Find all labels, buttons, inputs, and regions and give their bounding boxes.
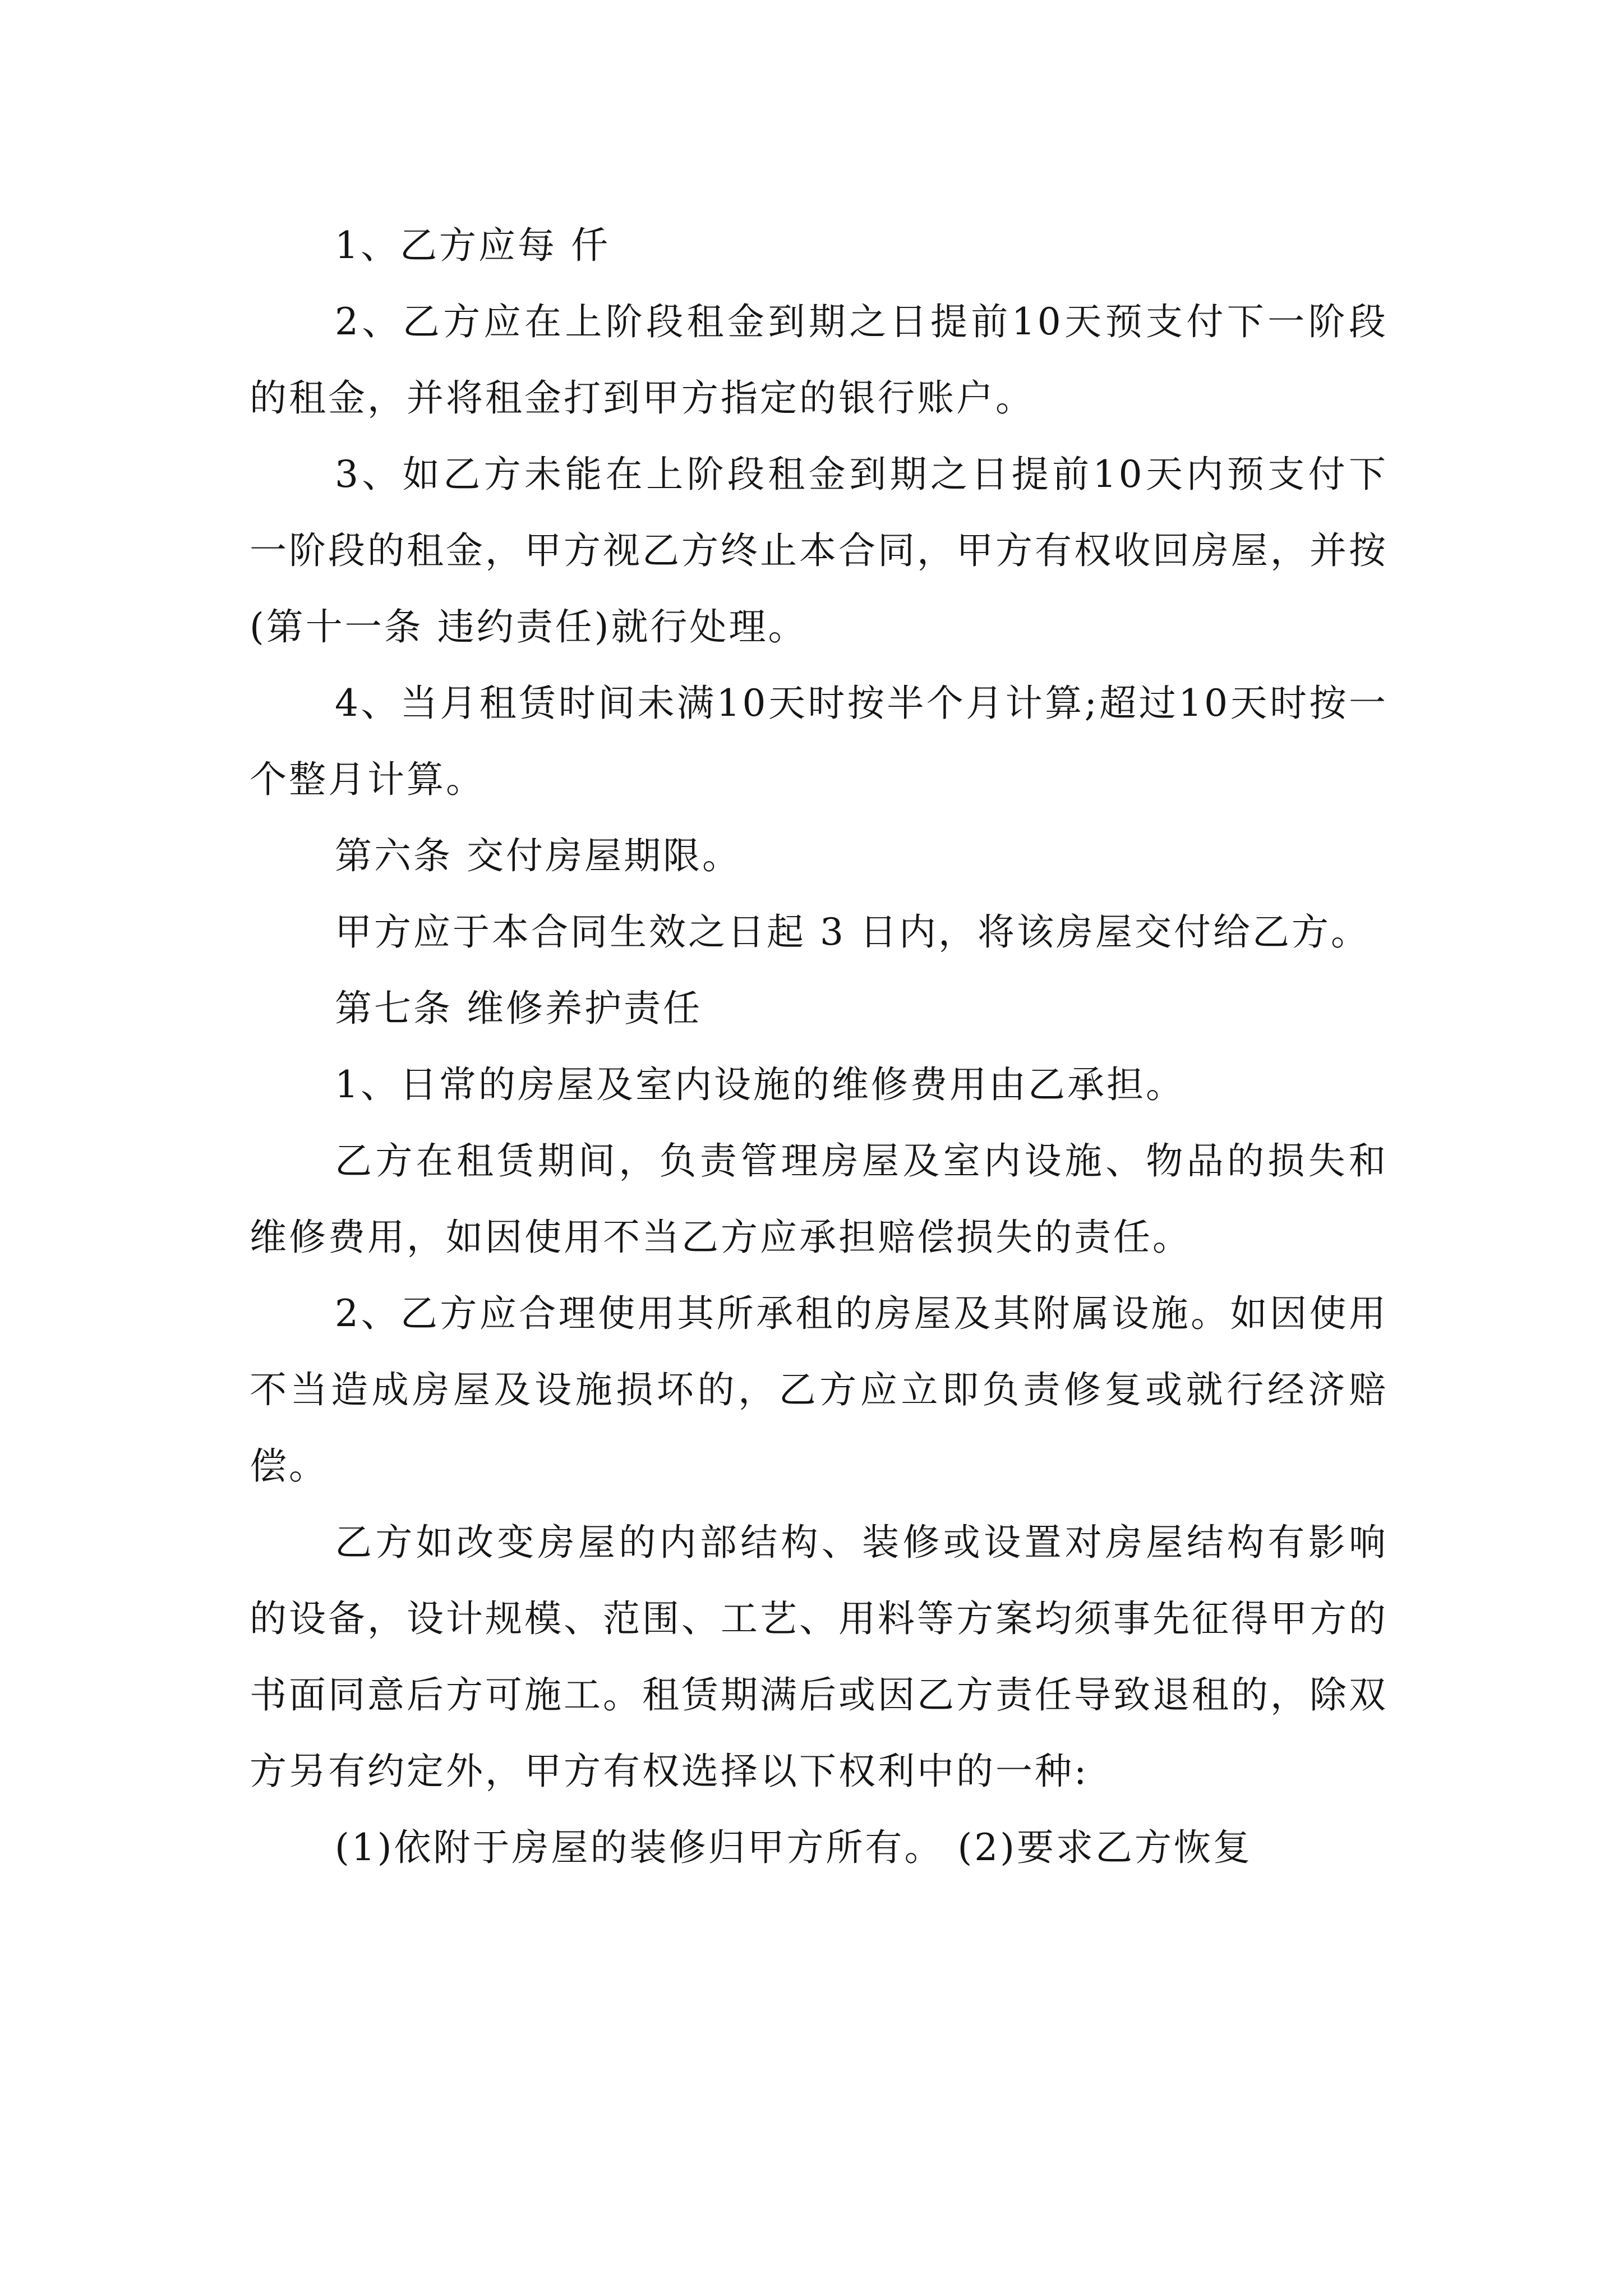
paragraph-clause-1: 1、乙方应每 仟	[335, 224, 610, 267]
paragraph-maintenance-responsibility: 乙方在租赁期间，负责管理房屋及室内设施、物品的损失和维修费用，如因使用不当乙方应承担赔偿损失的责任。	[250, 1139, 1388, 1259]
paragraph-clause-4: 4、当月租赁时间未满10天时按半个月计算;超过10天时按一个整月计算。	[250, 682, 1388, 801]
paragraph-clause-2: 2、乙方应在上阶段租金到期之日提前10天预支付下一阶段的租金，并将租金打到甲方指定的银行账户。	[250, 300, 1388, 420]
section-heading-article-6: 第六条 交付房屋期限。	[335, 834, 741, 877]
paragraph-options: (1)依附于房屋的装修归甲方所有。 (2)要求乙方恢复	[335, 1826, 1252, 1869]
section-heading-article-7: 第七条 维修养护责任	[335, 987, 702, 1030]
paragraph-maintenance-1: 1、日常的房屋及室内设施的维修费用由乙承担。	[335, 1063, 1185, 1106]
paragraph-maintenance-2: 2、乙方应合理使用其所承租的房屋及其附属设施。如因使用不当造成房屋及设施损坏的，乙方应立即负责修复或就行经济赔偿。	[250, 1292, 1388, 1488]
paragraph-alterations: 乙方如改变房屋的内部结构、装修或设置对房屋结构有影响的设备，设计规模、范围、工艺、用料等方案均须事先征得甲方的书面同意后方可施工。租赁期满后或因乙方责任导致退租的，除双方另有约定外，甲方有权选择以下权利中的一种:	[250, 1521, 1388, 1793]
document-body	[250, 208, 1388, 1886]
paragraph-clause-3: 3、如乙方未能在上阶段租金到期之日提前10天内预支付下一阶段的租金，甲方视乙方终止本合同，甲方有权收回房屋，并按(第十一条 违约责任)就行处理。	[250, 453, 1388, 648]
paragraph-delivery-term: 甲方应于本合同生效之日起 3 日内，将该房屋交付给乙方。	[335, 910, 1370, 954]
